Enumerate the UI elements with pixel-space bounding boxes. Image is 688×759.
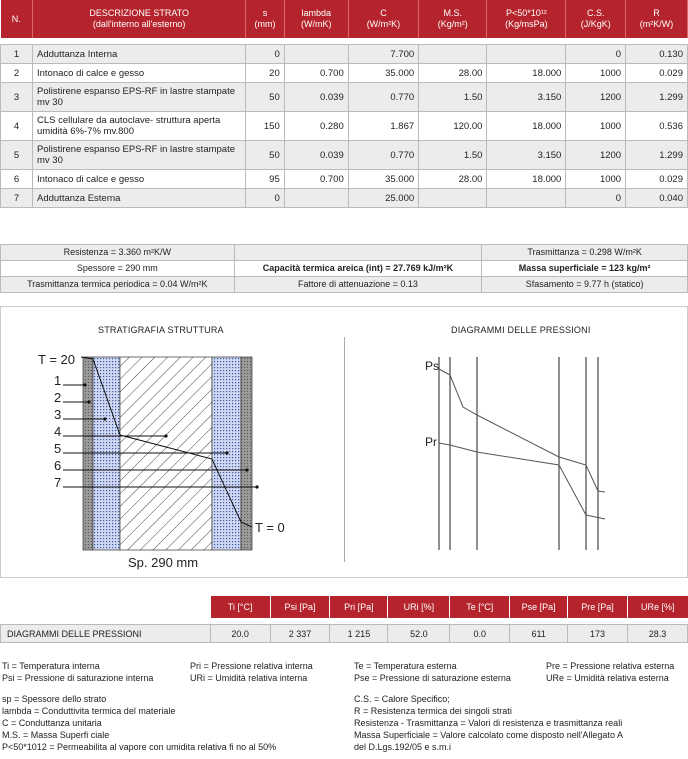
legend-pse: Pse = Pressione di saturazione esterna [354, 673, 511, 683]
pressure-value: 1 215 [330, 625, 388, 643]
cell-s: 20 [246, 64, 284, 83]
legend-cs: C.S. = Calore Specifico; [354, 694, 450, 704]
layer-plaster-ext [241, 357, 252, 550]
cell-cs: 1200 [566, 83, 626, 112]
cell-lambda: 0.280 [284, 112, 348, 141]
summary-massa: Massa superficiale = 123 kg/m² [482, 261, 688, 277]
cell-c: 0.770 [348, 83, 418, 112]
table-row [1, 64, 688, 83]
legend-r: R = Resistenza termica dei singoli strati [354, 706, 512, 716]
cell-n: 6 [1, 170, 33, 189]
cell-n: 7 [1, 189, 33, 208]
pressure-value: 0.0 [450, 625, 510, 643]
cell-c: 1.867 [348, 112, 418, 141]
summary-trasmittanza: Trasmittanza = 0.298 W/m²K [482, 245, 688, 261]
cell-r: 1.299 [626, 141, 688, 170]
temperature-out-label: T = 0 [255, 520, 285, 535]
cell-lambda [284, 45, 348, 64]
ps-label: Ps [425, 359, 440, 373]
pressure-value: 52.0 [388, 625, 450, 643]
cell-ms [419, 45, 487, 64]
table-row [1, 45, 688, 64]
layer-number-label: 4 [54, 424, 62, 439]
legend-c: C = Conduttanza unitaria [2, 718, 102, 728]
pressure-header: URi [%] [388, 596, 450, 618]
summary-table [0, 244, 688, 293]
diagram-svg [1, 307, 687, 577]
layer-number-label: 6 [54, 458, 62, 473]
cell-ms: 28.00 [419, 170, 487, 189]
cell-s: 50 [246, 141, 284, 170]
layers-table [0, 0, 688, 208]
cell-p: 3.150 [487, 141, 566, 170]
legend-uri: URi = Umidità relativa interna [190, 673, 308, 683]
pr-label: Pr [425, 435, 437, 449]
cell-ms: 1.50 [419, 83, 487, 112]
cell-r: 0.040 [626, 189, 688, 208]
cell-n: 5 [1, 141, 33, 170]
layer-number-label: 3 [54, 407, 62, 422]
cell-p [487, 189, 566, 208]
pressure-table [0, 596, 688, 643]
cell-r: 0.029 [626, 64, 688, 83]
cell-desc: Adduttanza Interna [33, 45, 246, 64]
col-desc: DESCRIZIONE STRATO (dall'interno all'esterno) [33, 0, 246, 38]
cell-ms: 120.00 [419, 112, 487, 141]
legend-te: Te = Temperatura esterna [354, 661, 457, 671]
legend-ms: M.S. = Massa Superfi ciale [2, 730, 110, 740]
layer-number-label: 1 [54, 373, 62, 388]
cell-ms: 1.50 [419, 141, 487, 170]
cell-desc: Intonaco di calce e gesso [33, 170, 246, 189]
cell-r: 0.029 [626, 170, 688, 189]
col-s: s (mm) [246, 0, 284, 38]
pressure-value: 28.3 [628, 625, 688, 643]
cell-cs: 1000 [566, 64, 626, 83]
cell-ms: 28.00 [419, 64, 487, 83]
cell-c: 25.000 [348, 189, 418, 208]
summary-sfasamento: Sfasamento = 9.77 h (statico) [482, 277, 688, 293]
table-row [1, 189, 688, 208]
legend-msup: Massa Superficiale = Valore calcolato come disposto nell'Allegato A [354, 730, 623, 740]
cell-n: 2 [1, 64, 33, 83]
pressure-value: 611 [510, 625, 568, 643]
table-row [1, 141, 688, 170]
cell-s: 0 [246, 45, 284, 64]
legend-p: P<50*1012 = Permeabilita al vapore con umidita relativa fi no al 50% [2, 742, 277, 752]
cell-lambda: 0.039 [284, 141, 348, 170]
layers-header [1, 0, 688, 38]
cell-c: 7.700 [348, 45, 418, 64]
legend-rt: Resistenza - Trasmittanza = Valori di resistenza e trasmittanza reali [354, 718, 623, 728]
pressure-value: 173 [568, 625, 628, 643]
cell-n: 3 [1, 83, 33, 112]
cell-p: 18.000 [487, 112, 566, 141]
cell-p: 3.150 [487, 83, 566, 112]
pressure-header: Ti [°C] [210, 596, 270, 618]
legend-ure: URe = Umidità relativa esterna [546, 673, 669, 683]
summary-periodica: Trasmittanza termica periodica = 0.04 W/m²K [1, 277, 235, 293]
summary-spessore: Spessore = 290 mm [1, 261, 235, 277]
col-c: C (W/m²K) [348, 0, 418, 38]
cell-cs: 1000 [566, 170, 626, 189]
summary-resistenza: Resistenza = 3.360 m²K/W [1, 245, 235, 261]
col-ms: M.S. (Kg/m²) [419, 0, 487, 38]
pressure-header: URe [%] [628, 596, 688, 618]
pressure-diagram-title: DIAGRAMMI DELLE PRESSIONI [451, 325, 591, 335]
pressure-header: Pri [Pa] [330, 596, 388, 618]
col-lambda: lambda (W/mK) [284, 0, 348, 38]
cell-p [487, 45, 566, 64]
legend-dlgs: del D.Lgs.192/05 e s.m.i [354, 742, 452, 752]
cell-c: 35.000 [348, 170, 418, 189]
cell-cs: 0 [566, 189, 626, 208]
table-row [1, 170, 688, 189]
thickness-label: Sp. 290 mm [128, 555, 199, 570]
col-r: R (m²K/W) [626, 0, 688, 38]
cell-desc: Intonaco di calce e gesso [33, 64, 246, 83]
pressure-header: Pse [Pa] [510, 596, 568, 618]
cell-lambda: 0.700 [284, 170, 348, 189]
cell-lambda: 0.039 [284, 83, 348, 112]
cell-lambda [284, 189, 348, 208]
cell-cs: 1000 [566, 112, 626, 141]
legend-pri: Pri = Pressione relativa interna [190, 661, 313, 671]
pressure-header: Te [°C] [450, 596, 510, 618]
cell-n: 1 [1, 45, 33, 64]
cell-s: 0 [246, 189, 284, 208]
temperature-in-label: T = 20 [38, 352, 75, 367]
cell-p: 18.000 [487, 64, 566, 83]
pressure-row-label: DIAGRAMMI DELLE PRESSIONI [1, 625, 211, 643]
cell-desc: Polistirene espanso EPS-RF in lastre stampate mv 30 [33, 83, 246, 112]
layer-number-label: 2 [54, 390, 62, 405]
legend-psi: Psi = Pressione di saturazione interna [2, 673, 154, 683]
cell-ms [419, 189, 487, 208]
cell-r: 1.299 [626, 83, 688, 112]
summary-attenuazione: Fattore di attenuazione = 0.13 [234, 277, 482, 293]
saturation-pressure-curve [439, 369, 605, 492]
diagram-panel [0, 306, 688, 578]
cell-s: 150 [246, 112, 284, 141]
cell-s: 50 [246, 83, 284, 112]
cell-cs: 1200 [566, 141, 626, 170]
cell-c: 0.770 [348, 141, 418, 170]
legend-pre: Pre = Pressione relativa esterna [546, 661, 675, 671]
col-cs: C.S. (J/KgK) [566, 0, 626, 38]
pressure-layer-lines [439, 357, 598, 550]
legend-sp: sp = Spessore dello strato [2, 694, 107, 704]
cell-c: 35.000 [348, 64, 418, 83]
cell-r: 0.536 [626, 112, 688, 141]
cell-lambda: 0.700 [284, 64, 348, 83]
cell-desc: Polistirene espanso EPS-RF in lastre stampate mv 30 [33, 141, 246, 170]
col-p: P<50*10¹² (Kg/msPa) [487, 0, 566, 38]
table-row [1, 112, 688, 141]
layer-number-label: 5 [54, 441, 62, 456]
col-n: N. [1, 0, 33, 38]
pressure-value: 2 337 [270, 625, 330, 643]
relative-pressure-curve [439, 443, 605, 519]
cell-desc: Adduttanza Esterna [33, 189, 246, 208]
table-row [1, 83, 688, 112]
cell-cs: 0 [566, 45, 626, 64]
legend-lambda: lambda = Conduttivita termica del materiale [2, 706, 176, 716]
legend-ti: Ti = Temperatura interna [2, 661, 100, 671]
cell-s: 95 [246, 170, 284, 189]
stratigraphy-title: STRATIGRAFIA STRUTTURA [98, 325, 224, 335]
cell-n: 4 [1, 112, 33, 141]
pressure-header: Pre [Pa] [568, 596, 628, 618]
cell-p: 18.000 [487, 170, 566, 189]
summary-capacita: Capacità termica areica (int) = 27.769 kJ/m²K [234, 261, 482, 277]
pressure-value: 20.0 [210, 625, 270, 643]
cell-r: 0.130 [626, 45, 688, 64]
pressure-header: Psi [Pa] [270, 596, 330, 618]
cell-desc: CLS cellulare da autoclave- struttura aperta umidità 6%-7% mv.800 [33, 112, 246, 141]
layer-number-label: 7 [54, 475, 62, 490]
